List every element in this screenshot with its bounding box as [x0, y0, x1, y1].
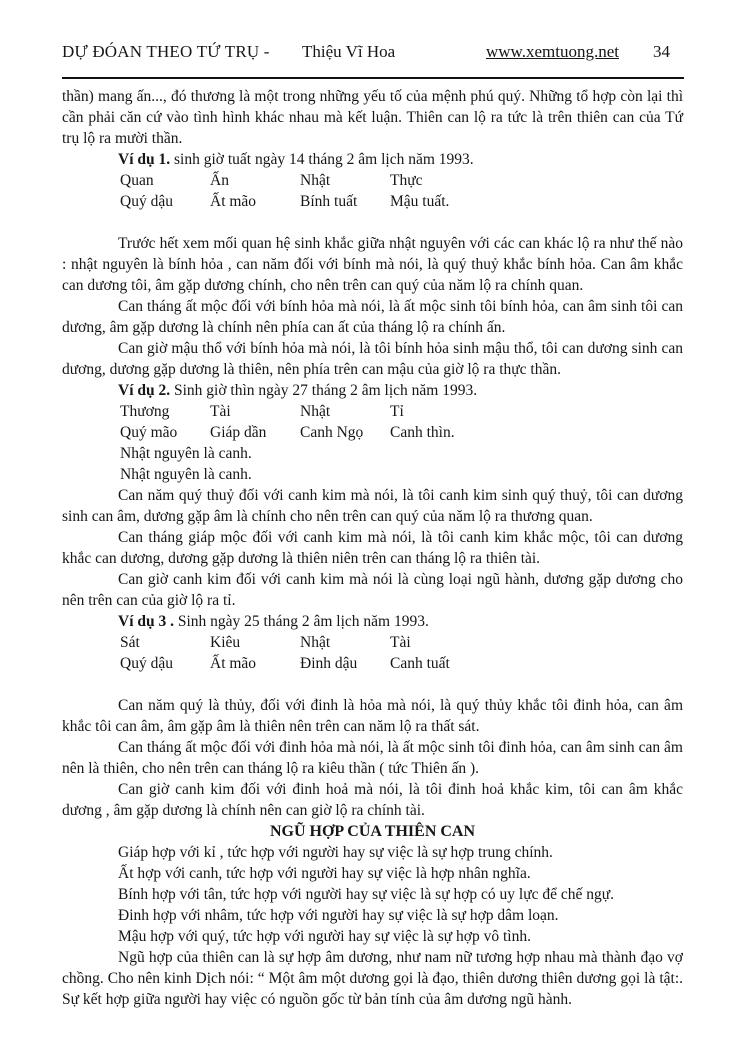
table2-cell: Thương: [120, 403, 170, 420]
table3-cell: Tài: [390, 634, 411, 651]
table1-cell: Ất mão: [210, 193, 257, 210]
table1-cell: Nhật: [300, 172, 331, 189]
paragraph: Can năm quý thuỷ đối với canh kim mà nói, là tôi canh kim sinh quý thuỷ, tôi can dương sinh can âm, dương gặp âm là chính cho nên trên can quý của năm lộ ra thương quan.: [62, 487, 683, 525]
list-line: Giáp hợp với kỉ , tức hợp với người hay sự việc là sự hợp trung chính.: [118, 844, 553, 861]
section-heading: NGŨ HỢP CỦA THIÊN CAN: [269, 823, 476, 840]
table3-cell: Đinh dậu: [300, 655, 358, 672]
example3-line: [62, 611, 683, 632]
table1-cell: Bính tuất: [300, 193, 358, 210]
paragraph: Trước hết xem mối quan hệ sinh khắc giữa nhật nguyên với các can khác lộ ra như thế nào : nhật nguyên là bính hỏa , can năm đối với bính mà nói, là quý thuỷ khắc bính hỏa. Can âm khắc can dương tôi, âm gặp dương chính, cho nên trên can quý của năm lộ ra chính quan.: [62, 235, 683, 294]
example1-line: [62, 149, 683, 170]
author-name: Thiệu Vĩ Hoa: [302, 42, 396, 61]
example2-text: Sinh giờ thìn ngày 27 tháng 2 âm lịch năm 1993.: [174, 382, 478, 399]
website-link: www.xemtuong.net: [486, 42, 619, 61]
table1-header-row: [62, 170, 683, 191]
list-line: Bính hợp với tân, tức hợp với người hay sự việc là sự hợp có uy lực để chế ngự.: [118, 886, 615, 903]
note-text: Nhật nguyên là canh.: [120, 466, 252, 483]
list-line: Mậu hợp với quý, tức hợp với người hay sự việc là sự hợp vô tình.: [118, 928, 531, 945]
example3-text: Sinh ngày 25 tháng 2 âm lịch năm 1993.: [177, 613, 429, 630]
table1-value-row: [62, 191, 683, 212]
table3-value-row: [62, 653, 683, 674]
table1-cell: Mậu tuất.: [390, 193, 450, 210]
table3-cell: Ất mão: [210, 655, 257, 672]
table3-cell: Sát: [120, 634, 140, 651]
example3-label: Ví dụ 3 .: [118, 613, 174, 630]
paragraph: Can giờ canh kim đối với đinh hoả mà nói, là tôi đinh hoả khắc kim, tôi can âm khắc dương , âm gặp dương là chính nên can giờ lộ ra chính tài.: [62, 781, 683, 819]
list-line: Ất hợp với canh, tức hợp với người hay sự việc là hợp nhân nghĩa.: [118, 865, 531, 882]
header-divider: [62, 77, 684, 79]
example2-line: [62, 380, 683, 401]
table3-cell: Quý dậu: [120, 655, 173, 672]
book-title: DỰ ĐÓAN THEO TỨ TRỤ -: [62, 42, 270, 61]
page-header: [62, 42, 684, 66]
list-line: Đinh hợp với nhâm, tức hợp với người hay sự việc là sự hợp dâm loạn.: [118, 907, 559, 924]
page-body: [62, 86, 683, 1010]
table2-cell: Quý mão: [120, 424, 178, 441]
example1-text: sinh giờ tuất ngày 14 tháng 2 âm lịch năm 1993.: [174, 151, 474, 168]
table1-cell: Quan: [120, 172, 154, 189]
table2-header-row: [62, 401, 683, 422]
table3-header-row: [62, 632, 683, 653]
table2-cell: Tài: [210, 403, 231, 420]
paragraph: Can giờ mậu thổ với bính hỏa mà nói, là tôi bính hỏa sinh mậu thổ, tôi can dương sinh can dương, dương gặp dương là thiên, nên phía trên can mậu của giờ lộ ra thực thần.: [62, 340, 683, 378]
table3-cell: Canh tuất: [390, 655, 450, 672]
paragraph-intro: thần) mang ấn..., đó thương là một trong những yếu tố của mệnh phú quý. Những tổ hợp còn lại thì cần phải căn cứ vào tình hình khác nhau mà kết luận. Thiên can lộ ra tức là trên thiên can của Tứ trụ lộ ra mười thần.: [62, 88, 683, 147]
example1-label: Ví dụ 1.: [118, 151, 171, 168]
table2-cell: Canh Ngọ: [300, 424, 364, 441]
blank-line: [62, 674, 683, 695]
note-line: [62, 443, 683, 464]
table2-cell: Tỉ: [390, 403, 404, 420]
example2-label: Ví dụ 2.: [118, 382, 171, 399]
table1-cell: Thực: [390, 172, 423, 189]
paragraph: Can tháng ất mộc đối với đinh hỏa mà nói, là ất mộc sinh tôi đinh hỏa, can âm sinh can âm nên là thiên, cho nên trên can tháng lộ ra kiêu thần ( tức Thiên ấn ).: [62, 739, 683, 777]
table1-cell: Ấn: [210, 172, 229, 189]
note-text: Nhật nguyên là canh.: [120, 445, 252, 462]
paragraph: Can tháng ất mộc đối với bính hỏa mà nói, là ất mộc sinh tôi bính hỏa, can âm sinh tôi can dương, âm gặp dương là chính nên phía can ất của tháng lộ ra chính ấn.: [62, 298, 683, 336]
blank-line: [62, 212, 683, 233]
paragraph: Can năm quý là thủy, đối với đinh là hỏa mà nói, là quý thủy khắc tôi đinh hỏa, can âm khắc tôi can âm, âm gặp âm là thiên nên trên can năm lộ ra thất sát.: [62, 697, 683, 735]
paragraph: Can tháng giáp mộc đối với canh kim mà nói, là tôi canh kim khắc mộc, tôi can dương khắc can dương, dương gặp dương là thiên niên trên can tháng lộ ra thiên tài.: [62, 529, 683, 567]
table2-cell: Canh thìn.: [390, 424, 455, 441]
paragraph-closing: Ngũ hợp của thiên can là sự hợp âm dương, như nam nữ tương hợp nhau mà thành đạo vợ chồng. Cho nên kinh Dịch nói: “ Một âm một dương gọi là đạo, thiên dương thiên dương gọi là tật:. Sự kết hợp giữa người hay việc có nguồn gốc từ bản tính của âm dương ngũ hành.: [62, 949, 683, 1008]
table2-cell: Nhật: [300, 403, 331, 420]
page-number: 34: [653, 42, 670, 61]
table2-value-row: [62, 422, 683, 443]
table2-cell: Giáp dần: [210, 424, 267, 441]
table3-cell: Kiêu: [210, 634, 241, 651]
table3-cell: Nhật: [300, 634, 331, 651]
paragraph: Can giờ canh kim đối với canh kim mà nói là cùng loại ngũ hành, dương gặp dương cho nên trên can của giờ lộ ra tỉ.: [62, 571, 683, 609]
table1-cell: Quý dậu: [120, 193, 173, 210]
note-line: [62, 464, 683, 485]
